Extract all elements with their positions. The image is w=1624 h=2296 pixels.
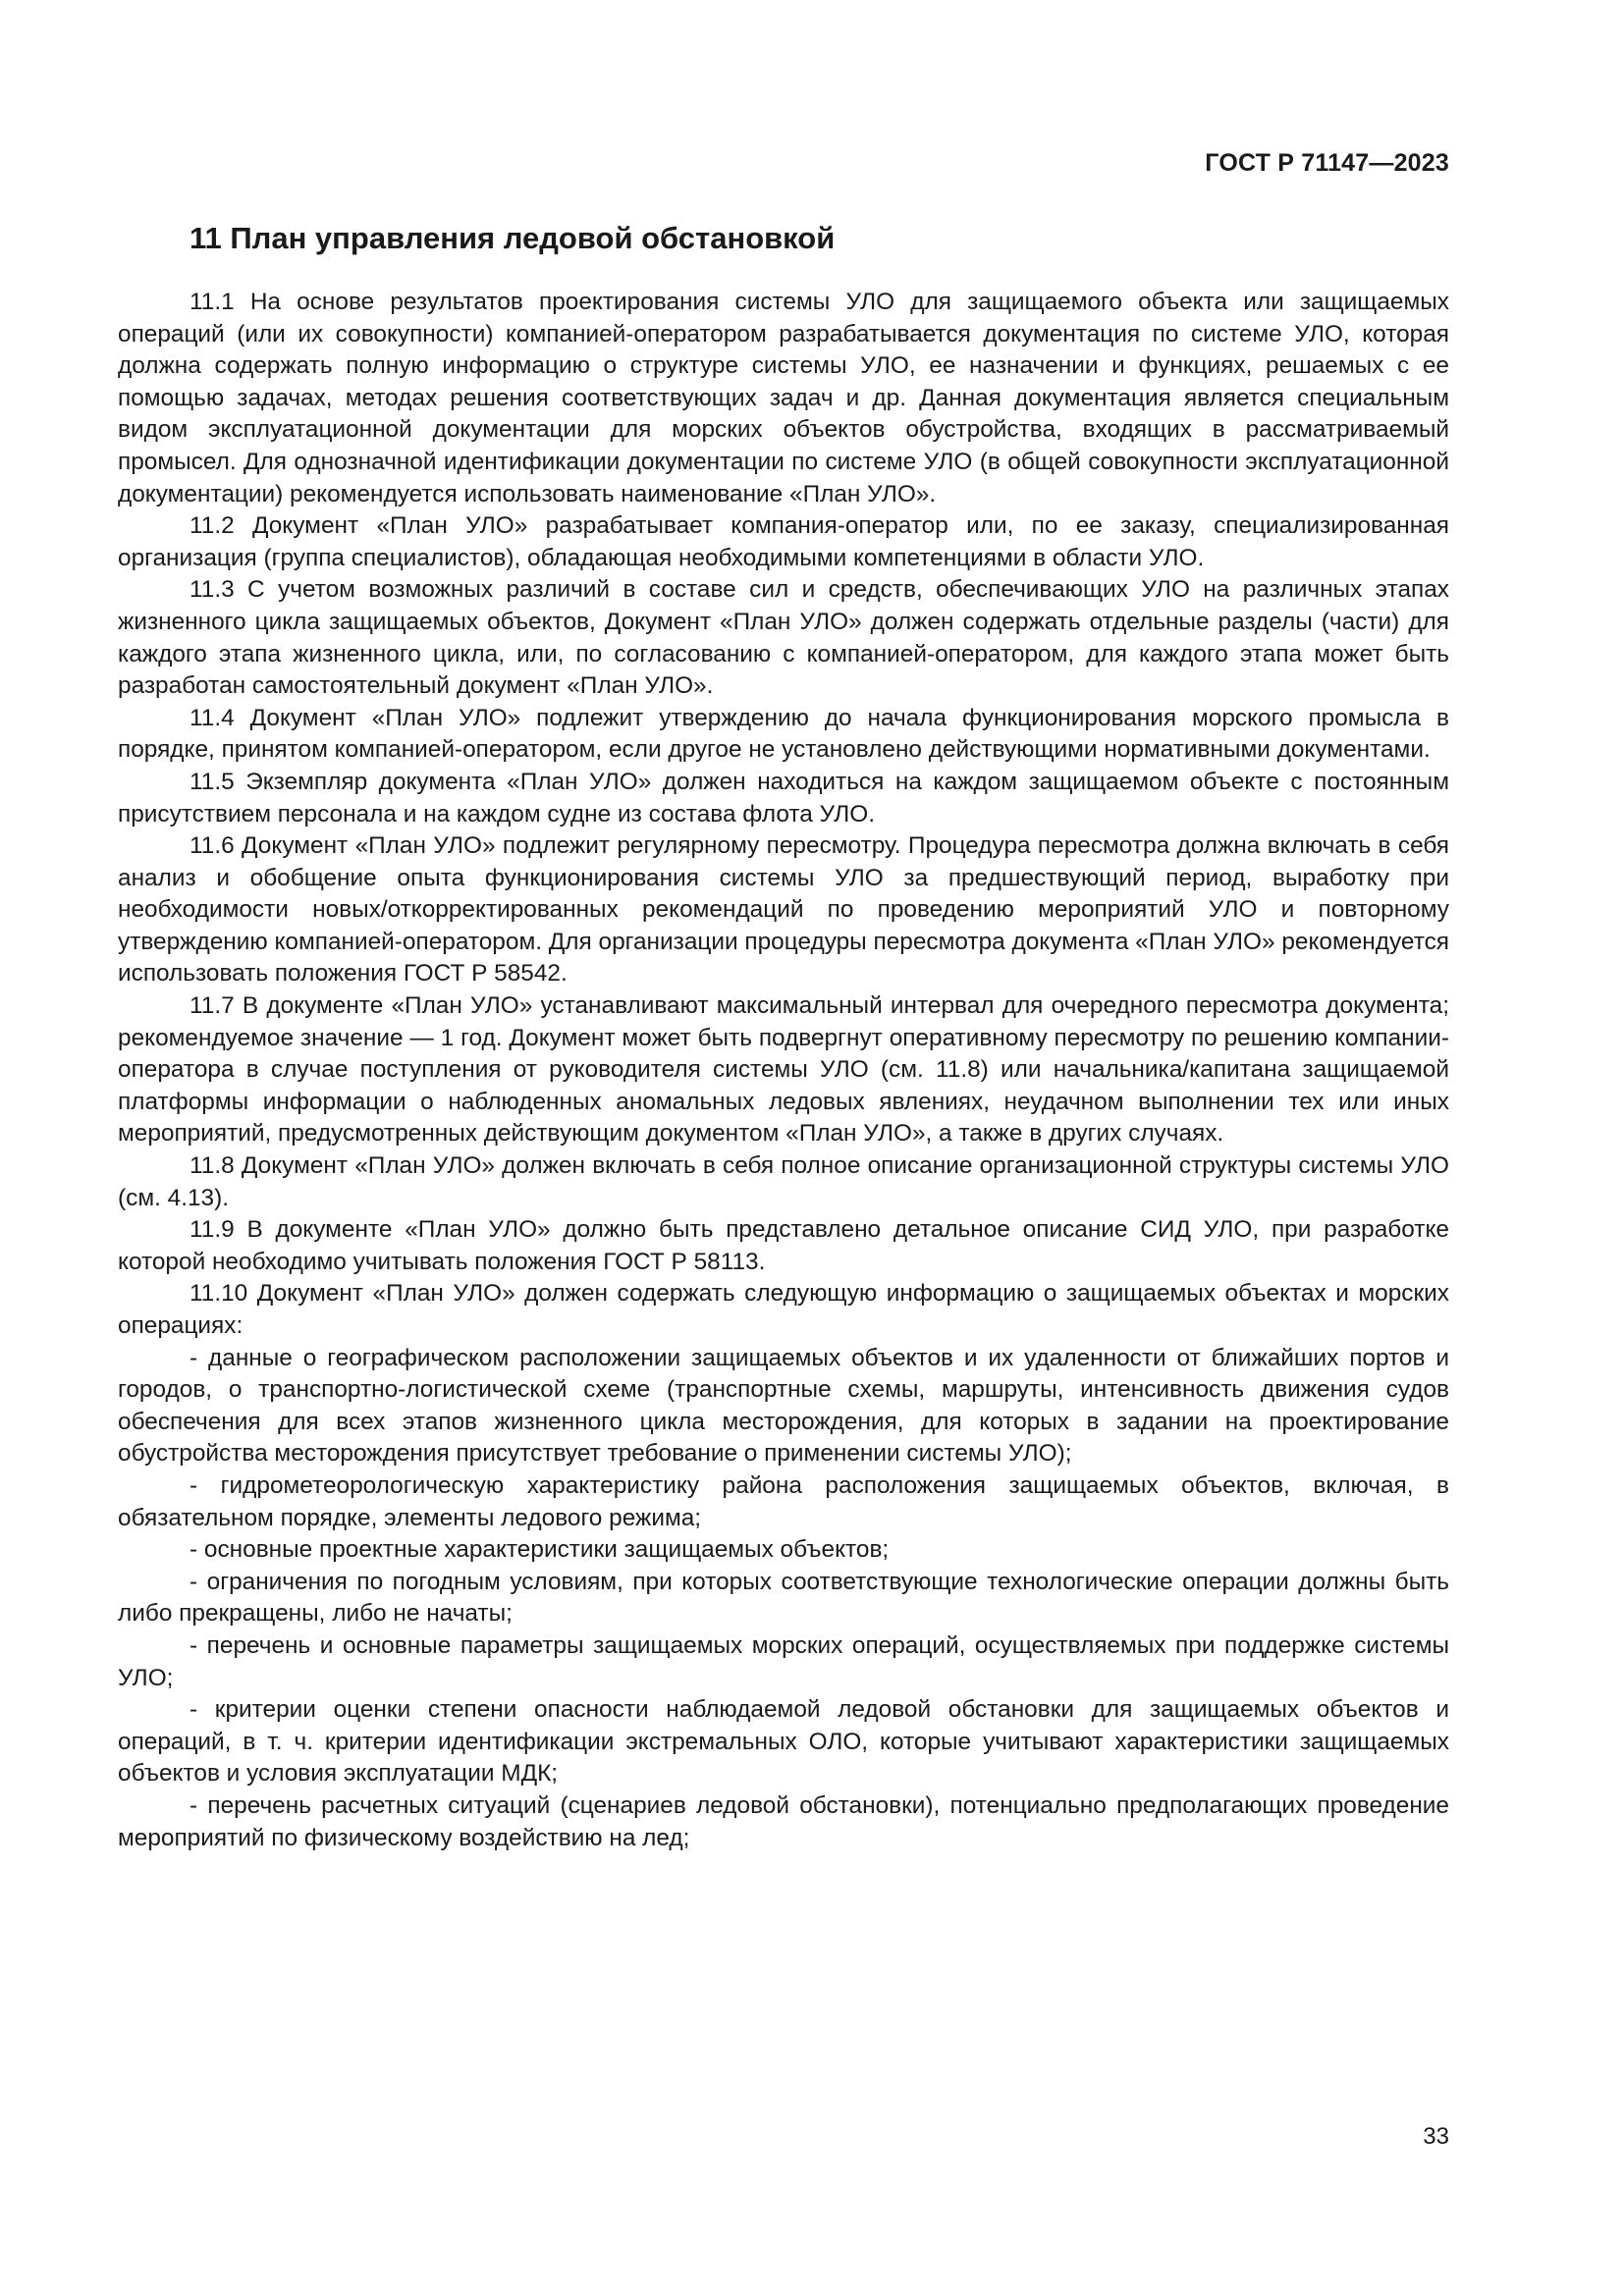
section-title: 11 План управления ледовой обстановкой	[189, 221, 836, 255]
list-item: - основные проектные характеристики защищаемых объектов;	[189, 1536, 890, 1564]
list-item: - критерии оценки степени опасности наблюдаемой ледовой обстановки для защищаемых объектов и операций, в т. ч. критерии идентификации экстремальных ОЛО, которые учитывают характеристики защищаемых объектов и условия эксплуатации МДК;	[118, 1696, 1449, 1788]
paragraph-11-9: 11.9 В документе «План УЛО» должно быть представлено детальное описание СИД УЛО, при разработке которой необходимо учитывать положения ГОСТ Р 58113.	[118, 1216, 1449, 1275]
list-item: - данные о географическом расположении защищаемых объектов и их удаленности от ближайших портов и городов, о транспортно-логистической схеме (транспортные схемы, маршруты, интенсивность движения судов обеспечения для всех этапов жизненного цикла месторождения, для которых в задании на проектирование обустройства месторождения присутствует требование о применении системы УЛО);	[118, 1344, 1449, 1468]
paragraph-11-4: 11.4 Документ «План УЛО» подлежит утверждению до начала функционирования морского промысла в порядке, принятом компанией-оператором, если другое не установлено действующими нормативными документами.	[118, 704, 1449, 764]
list-item: - гидрометеорологическую характеристику района расположения защищаемых объектов, включая, в обязательном порядке, элементы ледового режима;	[118, 1471, 1449, 1531]
paragraph-11-10: 11.10 Документ «План УЛО» должен содержать следующую информацию о защищаемых объектах и морских операциях:	[118, 1280, 1449, 1339]
paragraph-11-7: 11.7 В документе «План УЛО» устанавливают максимальный интервал для очередного пересмотра документа; рекомендуемое значение — 1 год. Документ может быть подвергнут оперативному пересмотру по решению компании-оператора в случае поступления от руководителя системы УЛО (см. 11.8) или начальника/капитана защищаемой платформы информации о наблюденных аномальных ледовых явлениях, неудачном выполнении тех или иных мероприятий, предусмотренных действующим документом «План УЛО», а также в других случаях.	[118, 992, 1449, 1148]
paragraph-11-8: 11.8 Документ «План УЛО» должен включать в себя полное описание организационной структуры системы УЛО (см. 4.13).	[118, 1152, 1449, 1211]
list-item: - перечень и основные параметры защищаемых морских операций, осуществляемых при поддержке системы УЛО;	[118, 1631, 1449, 1691]
document-body	[118, 287, 1449, 1854]
page-number: 33	[1423, 2123, 1449, 2150]
paragraph-11-5: 11.5 Экземпляр документа «План УЛО» должен находиться на каждом защищаемом объекте с постоянным присутствием персонала и на каждом судне из состава флота УЛО.	[118, 768, 1449, 828]
paragraph-11-3: 11.3 С учетом возможных различий в составе сил и средств, обеспечивающих УЛО на различных этапах жизненного цикла защищаемых объектов, Документ «План УЛО» должен содержать отдельные разделы (части) для каждого этапа жизненного цикла, или, по согласованию с компанией-оператором, для каждого этапа может быть разработан самостоятельный документ «План УЛО».	[118, 576, 1449, 700]
list-item: - ограничения по погодным условиям, при которых соответствующие технологические операции должны быть либо прекращены, либо не начаты;	[118, 1568, 1449, 1628]
paragraph-11-2: 11.2 Документ «План УЛО» разрабатывает компания-оператор или, по ее заказу, специализированная организация (группа специалистов), обладающая необходимыми компетенциями в области УЛО.	[118, 512, 1449, 571]
list-item: - перечень расчетных ситуаций (сценариев ледовой обстановки), потенциально предполагающих проведение мероприятий по физическому воздействию на лед;	[118, 1791, 1449, 1851]
paragraph-11-6: 11.6 Документ «План УЛО» подлежит регулярному пересмотру. Процедура пересмотра должна включать в себя анализ и обобщение опыта функционирования системы УЛО за предшествующий период, выработку при необходимости новых/откорректированных рекомендаций по проведению мероприятий УЛО и повторному утверждению компанией-оператором. Для организации процедуры пересмотра документа «План УЛО» рекомендуется использовать положения ГОСТ Р 58542.	[118, 832, 1449, 988]
document-header: ГОСТ Р 71147—2023	[1205, 149, 1449, 177]
paragraph-11-1: 11.1 На основе результатов проектирования системы УЛО для защищаемого объекта или защищаемых операций (или их совокупности) компанией-оператором разрабатывается документация по системе УЛО, которая должна содержать полную информацию о структуре системы УЛО, ее назначении и функциях, решаемых с ее помощью задачах, методах решения соответствующих задач и др. Данная документация является специальным видом эксплуатационной документации для морских объектов обустройства, входящих в рассматриваемый промысел. Для однозначной идентификации документации по системе УЛО (в общей совокупности эксплуатационной документации) рекомендуется использовать наименование «План УЛО».	[118, 289, 1449, 507]
